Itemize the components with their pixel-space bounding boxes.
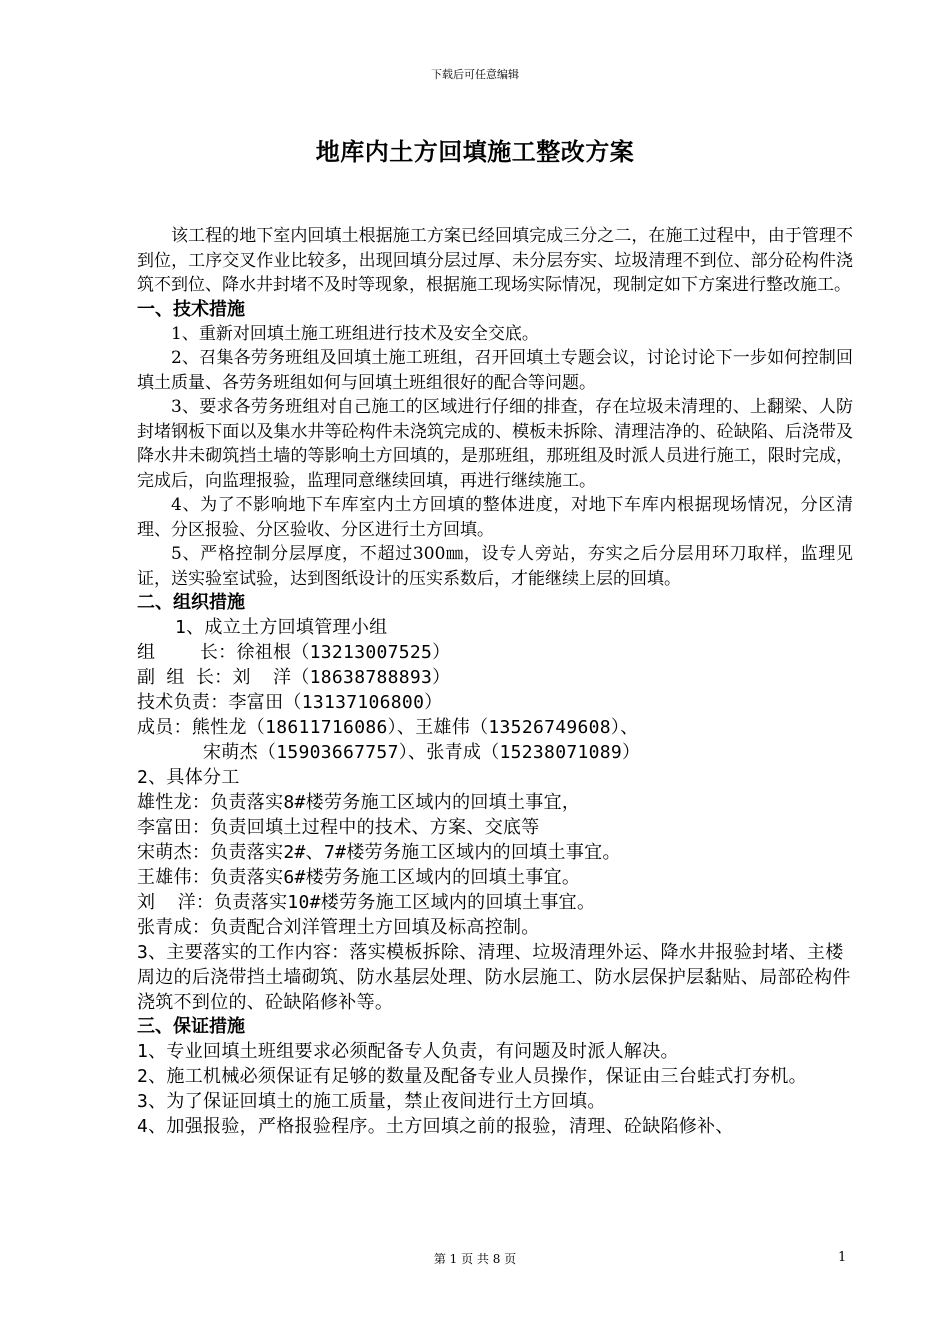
duty-line: 张青成：负责配合刘洋管理土方回填及标高控制。 <box>137 917 540 938</box>
technical-item: 1、重新对回填土施工班组进行技术及安全交底。 <box>171 323 539 344</box>
technical-item: 5、严格控制分层厚度，不超过300㎜，设专人旁站，夯实之后分层用环刀取样，监理见证，送实验室试验，达到图纸设计的压实系数后，才能继续上层的回填。 <box>137 544 853 589</box>
header-note: 下载后可任意编辑 <box>431 68 519 81</box>
page-footer: 第 1 页 共 8 页 <box>433 1252 517 1266</box>
duty-line: 刘 洋：负责落实10#楼劳务施工区域内的回填土事宜。 <box>137 892 596 913</box>
intro-paragraph: 该工程的地下室内回填土根据施工方案已经回填完成三分之二，在施工过程中，由于管理不到位，工序交叉作业比较多，出现回填分层过厚、未分层夯实、垃圾清理不到位、部分砼构件浇筑不到位、降水井封堵不及时等现象，根据施工现场实际情况，现制定如下方案进行整改施工。 <box>137 226 853 295</box>
guarantee-item: 4、加强报验，严格报验程序。土方回填之前的报验，清理、砼缺陷修补、 <box>137 1116 734 1137</box>
guarantee-item: 3、为了保证回填土的施工质量，禁止夜间进行土方回填。 <box>137 1091 606 1112</box>
guarantee-item: 2、施工机械必须保证有足够的数量及配备专业人员操作，保证由三台蛙式打夯机。 <box>137 1066 807 1087</box>
technical-item: 4、为了不影响地下车库室内土方回填的整体进度，对地下车库内根据现场情况，分区清理、分区报验、分区验收、分区进行土方回填。 <box>137 495 853 540</box>
page-title: 地库内土方回填施工整改方案 <box>315 138 635 166</box>
member-line: 成员：熊性龙（18611716086）、王雄伟（13526749608）、 <box>137 717 639 738</box>
technical-item: 3、要求各劳务班组对自己施工的区域进行仔细的排查，存在垃圾未清理的、上翻梁、人防封堵钢板下面以及集水井等砼构件未浇筑完成的、模板未拆除、清理洁净的、砼缺陷、后浇带及降水井未砌筑挡土墙的等影响土方回填的，是那班组，那班组及时派人员进行施工，限时完成，完成后，向监理报验，监理同意继续回填，再进行继续施工。 <box>137 397 853 491</box>
page-number: 1 <box>838 1250 847 1265</box>
section-heading-technical: 一、技术措施 <box>137 298 245 320</box>
member-line: 技术负责：李富田（13137106800） <box>137 692 443 713</box>
duty-line: 王雄伟：负责落实6#楼劳务施工区域内的回填土事宜。 <box>137 867 581 888</box>
technical-item: 2、召集各劳务班组及回填土施工班组，召开回填土专题会议，讨论讨论下一步如何控制回填土质量、各劳务班组如何与回填土班组很好的配合等问题。 <box>137 348 853 393</box>
duty-line: 雄性龙：负责落实8#楼劳务施工区域内的回填土事宜， <box>137 792 581 813</box>
guarantee-item: 1、专业回填土班组要求必须配备专人负责，有问题及时派人解决。 <box>137 1041 679 1062</box>
org-subheading: 2、具体分工 <box>137 767 240 788</box>
section-heading-guarantee: 三、保证措施 <box>137 1016 245 1037</box>
work-content: 3、主要落实的工作内容：落实模板拆除、清理、垃圾清理外运、降水井报验封堵、主楼周边的后浇带挡土墙砌筑、防水基层处理、防水层施工、防水层保护层黏贴、局部砼构件浇筑不到位的、砼缺陷修补等。 <box>137 942 851 1013</box>
member-line: 组 长：徐祖根（13213007525） <box>137 642 451 663</box>
duty-line: 李富田：负责回填土过程中的技术、方案、交底等 <box>137 817 540 838</box>
section-heading-organization: 二、组织措施 <box>137 592 245 613</box>
member-line: 宋萌杰（15903667757）、张青成（15238071089） <box>203 742 641 763</box>
org-subheading: 1、成立土方回填管理小组 <box>175 617 388 638</box>
document-body <box>137 224 853 1139</box>
duty-line: 宋萌杰：负责落实2#、7#楼劳务施工区域内的回填土事宜。 <box>137 842 621 863</box>
member-line: 副 组 长：刘 洋（18638788893） <box>137 667 451 688</box>
